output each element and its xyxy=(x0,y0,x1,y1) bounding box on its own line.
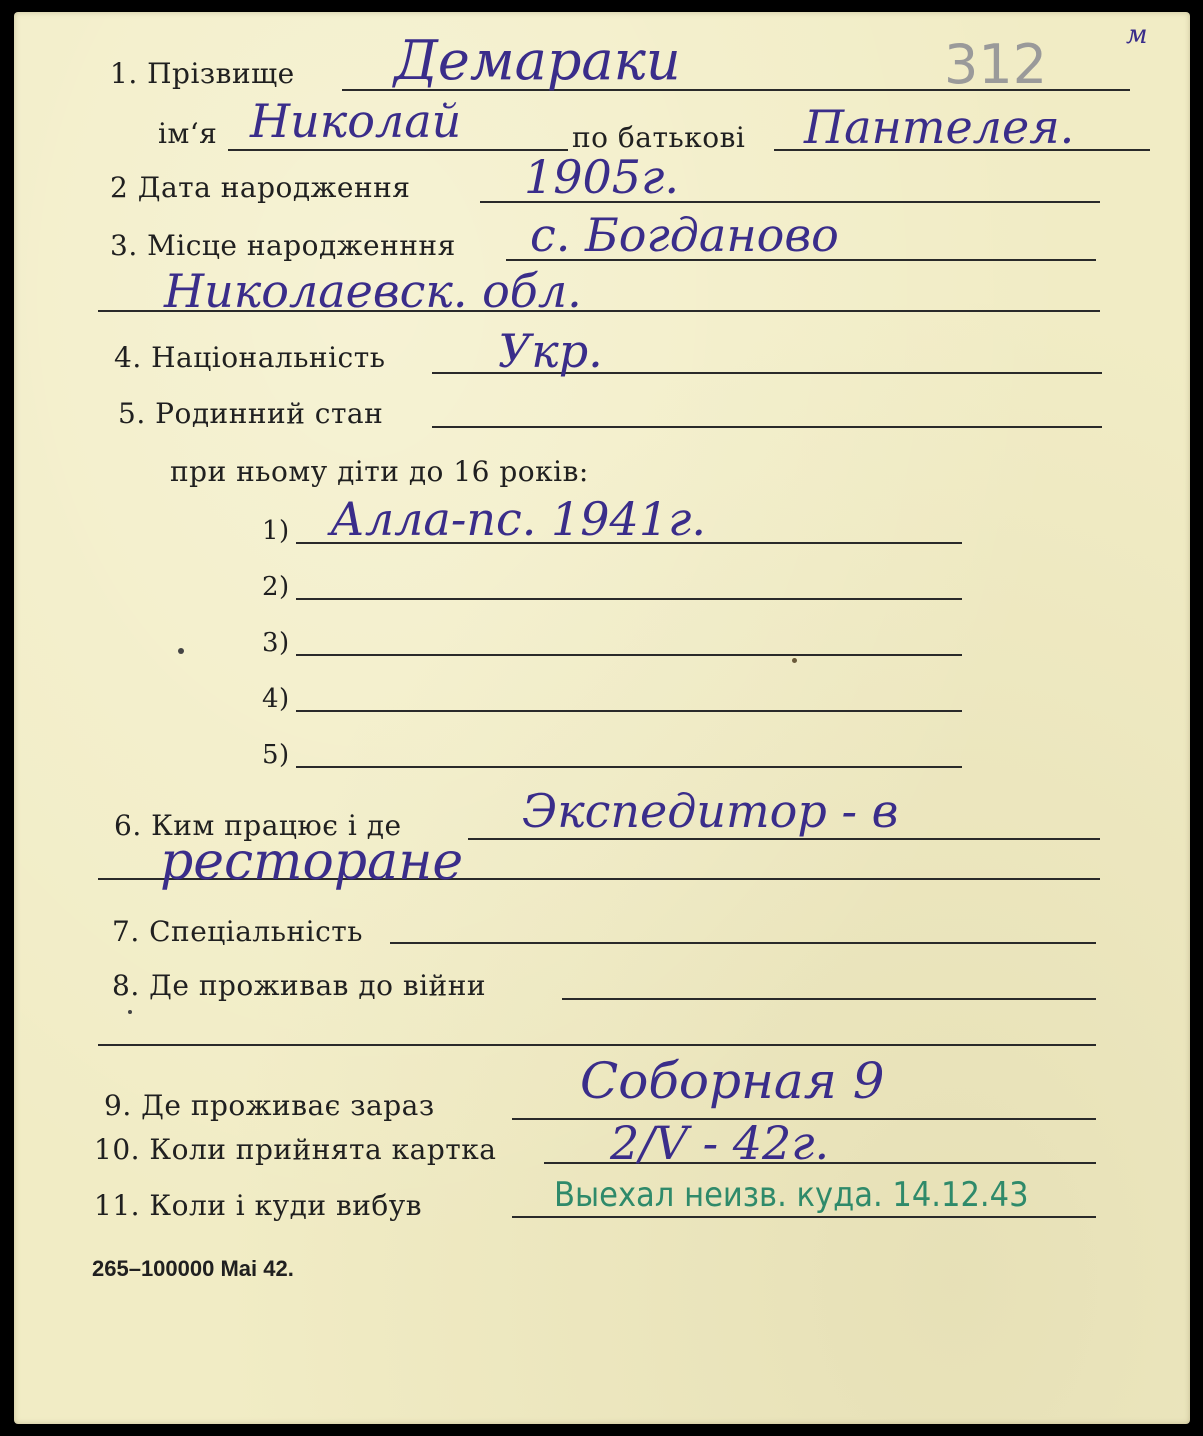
current-address-answer: Соборная 9 xyxy=(580,1052,885,1110)
q10-label: 10. Коли прийнята картка xyxy=(94,1133,497,1166)
q1-name-line xyxy=(228,149,568,151)
work-line1-answer: Экспедитор - в xyxy=(522,784,899,838)
q8-line-1 xyxy=(562,998,1096,1000)
birth-date-answer: 1905г. xyxy=(524,150,679,204)
q11-label: 11. Коли і куди вибув xyxy=(94,1189,422,1222)
birth-place-line2-answer: Николаевск. обл. xyxy=(164,264,582,318)
q9-label: 9. Де проживає зараз xyxy=(104,1089,435,1122)
child-2-label: 2) xyxy=(262,572,290,602)
q5-label: 5. Родинний стан xyxy=(118,397,384,430)
card-accepted-answer: 2/V - 42г. xyxy=(610,1116,830,1170)
print-run-footer: 265–100000 Mai 42. xyxy=(92,1256,294,1281)
child-5-line xyxy=(296,766,962,768)
child-2-line xyxy=(296,598,962,600)
child-3-line xyxy=(296,654,962,656)
q11-line xyxy=(512,1216,1096,1218)
q8-label: 8. Де проживав до війни xyxy=(112,969,487,1002)
child-4-label: 4) xyxy=(262,684,290,714)
q8-line-2 xyxy=(98,1044,1096,1046)
q5-line xyxy=(432,426,1102,428)
paper-speck xyxy=(128,1010,132,1014)
child-4-line xyxy=(296,710,962,712)
registration-card xyxy=(14,12,1190,1424)
patronymic-answer: Пантелея. xyxy=(804,100,1075,154)
q1-surname-label: 1. Прізвище xyxy=(110,57,295,90)
work-line2-answer: ресторане xyxy=(160,832,464,892)
q6-label: 6. Ким працює і де xyxy=(114,809,402,842)
child-1-label: 1) xyxy=(262,516,290,546)
child-3-label: 3) xyxy=(262,628,290,658)
pencil-number: 312 xyxy=(944,33,1048,96)
q2-label: 2 Дата народження xyxy=(110,171,411,204)
corner-mark: м xyxy=(1126,20,1148,50)
q7-label: 7. Спеціальність xyxy=(112,915,363,948)
child-5-label: 5) xyxy=(262,740,290,770)
q6-line-1 xyxy=(468,838,1100,840)
departure-answer: Выехал неизв. куда. 14.12.43 xyxy=(554,1175,1029,1215)
child-1-answer: Алла-пс. 1941г. xyxy=(330,492,706,546)
q5-children-label: при ньому діти до 16 років: xyxy=(170,455,589,488)
nationality-answer: Укр. xyxy=(498,324,603,378)
birth-place-line1-answer: с. Богданово xyxy=(530,208,839,262)
q4-label: 4. Національність xyxy=(114,341,386,374)
q1-name-label: ім‘я xyxy=(158,117,218,150)
q1-patronymic-label: по батькові xyxy=(572,121,746,154)
surname-answer: Демараки xyxy=(394,29,681,92)
paper-speck xyxy=(792,658,797,663)
q7-line xyxy=(390,942,1096,944)
paper-speck xyxy=(178,648,184,654)
q3-label: 3. Місце народженння xyxy=(110,229,456,262)
name-answer: Николай xyxy=(250,94,462,148)
